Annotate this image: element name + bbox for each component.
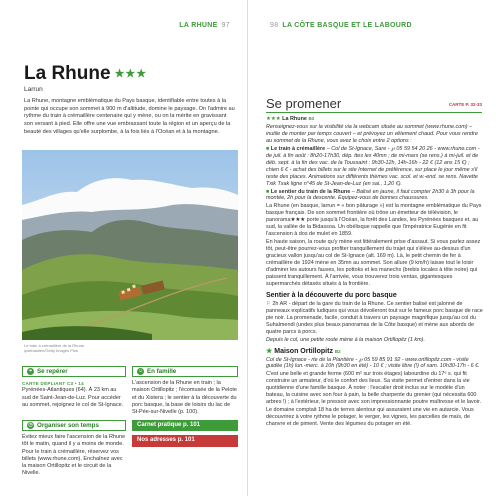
entry-name: La Rhune [282,116,307,122]
se-reperer-text: Pyrénées-Atlantiques (64). À 23 km au sud de Saint-Jean-de-Luz. Pour accéder au sommet, rejoignez le col de St-Ignace. [22,387,124,408]
famille-text: L'ascension de la Rhune en train ; la maison Ortillopitz ; l'écomusée de la Pelote et du Xistera ; le sentier à la découverte du porc basque, la base de loisirs du lac de St-Pée-sur-Nivelle (p. 100). [132,380,237,416]
rhune-description-2: En haute saison, la route qu'y mène est littéralement prise d'assaut. Si vous parlez assez tôt, peut-être pourrez-vous profiter tranquillement du trajet qui s'élève au-dessus d'un gracieux vallon jusqu'au col de St-Ignace (alt. 169 m). Là, le petit chemin de fer à crémaillère de 1924 mène en 35mn au sommet. Son allure (9 km/h) laisse tout le loisir d'admirer les autours fauves, les pottoks et les manechs (brebis locales à tête noire) qui paissent tranquillement. À l'arrivée, vous trouverez trois ventas, gigantesques supermarchés détaxés situés à la frontière. [266,239,481,287]
porc-body: 2h AR - départ de la gare du train de la Rhune. Ce sentier balisé est jalonné de panneaux explicatifs ludiques qui vous dévoileront tout sur le fameux porc basque de race pie noir. La promenade, facile, conduit à travers un paysage magnifique jusqu'au col du Suhalmendi (undes plus beaux panoramas de la Côte basque) et mène aux abords de quatre parcs à porcs. [266,300,483,335]
map-grid-ref: B3 [308,116,315,121]
organiser-heading-text: Organiser son temps [37,422,99,429]
family-icon: ☺ [137,368,144,375]
famille-heading-text: En famille [147,368,177,375]
title-text: La Rhune [24,63,111,84]
section-title: Se promener [266,96,342,111]
se-reperer-heading-text: Se repérer [37,368,68,375]
map-reference: CARTE DÉPLIANT C3 • 14 [22,381,84,387]
running-head-left [179,22,234,29]
intro-paragraph: La Rhune, montagne emblématique du Pays basque, identifiable entre toutes à la pointe qui occupe son sommet à 900 m d'altitude, domine le paysage. On l'admire au rythme du train à crémaillère centenaire qui y mène, ou on la mérite en gravissant son versant à pied. Elle offre une vue embrassant toute la région et un aperçu de la beauté des villages qu'elle surplombe, à la fois liés à l'Océan et à la montagne. [24,98,235,135]
section-map-ref: CARTE P. 32-33 [448,102,482,107]
running-head-text: LA RHUNE [179,22,218,29]
porc-heading: Sentier à la découverte du porc basque [266,291,397,299]
right-page [248,0,496,496]
se-reperer-heading [22,366,126,377]
entry-name: Maison Ortillopitz [274,347,333,355]
running-head-right [266,22,412,29]
subtitle: Larrun [24,86,43,93]
photo-rhune-train [22,150,238,340]
rhune-note: Renseignez-vous sur la visibilité via la webcam située au sommet (www.rhune.com) – inutile de monter par temps couvert – et prévoyez un vêtement chaud. Pour vous rendre au sommet de la Rhune, vous avez le choix entre 2 options : [266,123,478,144]
organiser-box [22,420,126,477]
map-grid-ref: B2 [334,348,341,354]
bullet-icon: ■ [266,145,271,152]
foot-label: Le sentier du train de la Rhune [270,188,351,195]
main-text [266,116,484,429]
section-divider [266,112,482,113]
se-reperer-box [22,366,126,409]
organiser-text: Évitez mieux faire l'ascension de la Rhune tôt le matin, quand il y a moins de monde. Pour le train à crémaillère, réservez vos billets (www.rhune.com). Enchaînez avec la maison Ortillopitz et le circuit de la Nivelle. [22,434,126,477]
clock-icon: ◷ [28,422,33,429]
organiser-heading [22,420,126,431]
landscape-illustration [22,150,238,340]
page-title [24,63,147,85]
hiker-icon: ⚐ [266,300,273,307]
location-pin-icon: ⌖ [27,368,34,375]
running-head-text: LA CÔTE BASQUE ET LE LABOURD [282,22,412,29]
ortillopitz-info: Col de St-Ignace - rte de la Plantière - ℘ 05 59 85 91 92 - www.ortillopitz.com - visite guidée (1h) lun.-merc. à 10h (9h30 en été) - 10 € ; visite libre (!) of sam. 10h30-17h - 6 €. [266,356,480,370]
caption-text: Le train à crémaillère de la Rhune. [24,343,86,348]
ortillopitz-text-2: Le domaine comptait 18 ha de terres alentour qui assuraient une vie en autarcie. Vous découvrirez à votre rythme le potager, le verger, les vignes, les parcelles de maïs, de chanvre et de piment. Vente des légumes du potager en été. [266,407,474,428]
photo-caption [24,343,144,353]
train-option [266,146,484,188]
train-text: – Col de St-Ignace, Sare - ℘ 05 59 54 20 26 - www.rhune.com - de juil. à fin août : 8h20-17h30, dép. ttes les 40mn ; de mi-mars (se rens.) à mi-juil. et de déb. sept. à la fin des vac. de la Toussaint : 9h30-12h, 14h-16h - 22 € (12 ans 15 €) ; chien 6 € - achat des billets sur le site Internet de préférence, sur place le jour même s'il reste des places. Animations sur différents thèmes vac. scol. et w.-end. se rens. Navette Txik Txak ligne n°45 de St-Jean-de-Luz (en sai., 1,20 €). [266,145,480,187]
ortillopitz-heading [266,349,484,356]
famille-box [132,366,238,447]
rhune-entry-heading [266,116,484,123]
rating-star: ★ [266,347,273,355]
page-number: 97 [221,22,230,29]
nos-adresses-link[interactable]: Nos adresses p. 101 [132,435,238,446]
famille-heading [132,366,238,377]
bullet-icon: ■ [266,188,271,195]
caption-credit: ipsebastien/Getty Images Plus [24,348,79,353]
porc-text [266,301,484,336]
page-number: 98 [270,22,279,29]
porc-note: Depuis le col, une petite route mène à la maison Ortillopitz (1 km). [266,336,425,343]
rating-stars: ★★★ [266,116,281,122]
train-label: Le train à crémaillère [270,145,326,152]
foot-option [266,189,484,203]
rating-stars: ★★★ [114,68,148,80]
ortillopitz-text: C'est une belle et grande ferme (600 m² sur trois étages) labourdine du 17ᵉ s. qui fit construire un armateur, d'où le confort des lieux. Sa visite permet d'entrer dans la vie quotidienne d'une famille basque. À noter : l'escalier droit inclus sur le modèle d'un bateau, la cuisine avec son four à pain, la belle charpente du grenier (qui nécessita 600 arbres !) ; à l'extérieur, le pressoir avec son impressionnante poutre maîtresse et le lavoir. [266,371,482,406]
carnet-pratique-link[interactable]: Carnet pratique p. 101 [132,420,238,431]
rhune-description: La Rhune (en basque, larrun = « bon pâturage ») est la montagne emblématique du Pays basque français. De son sommet frontière où trône un émetteur de télévision, le panorama★★★ porte jusqu'à l'Océan, la forêt des Landes, les Pyrénées basques et, au sud, la vallée de la Bidassoa. Un obélisque rappelle que l'impératrice Eugénie en fit l'ascension à dos de mulet en 1859. [266,203,482,238]
foot-text: – Balisé en jaune, il faut compter 2h30 à 3h pour la montée, 2h pour la descente. Équipez-vous de bonnes chaussures. [266,188,475,202]
